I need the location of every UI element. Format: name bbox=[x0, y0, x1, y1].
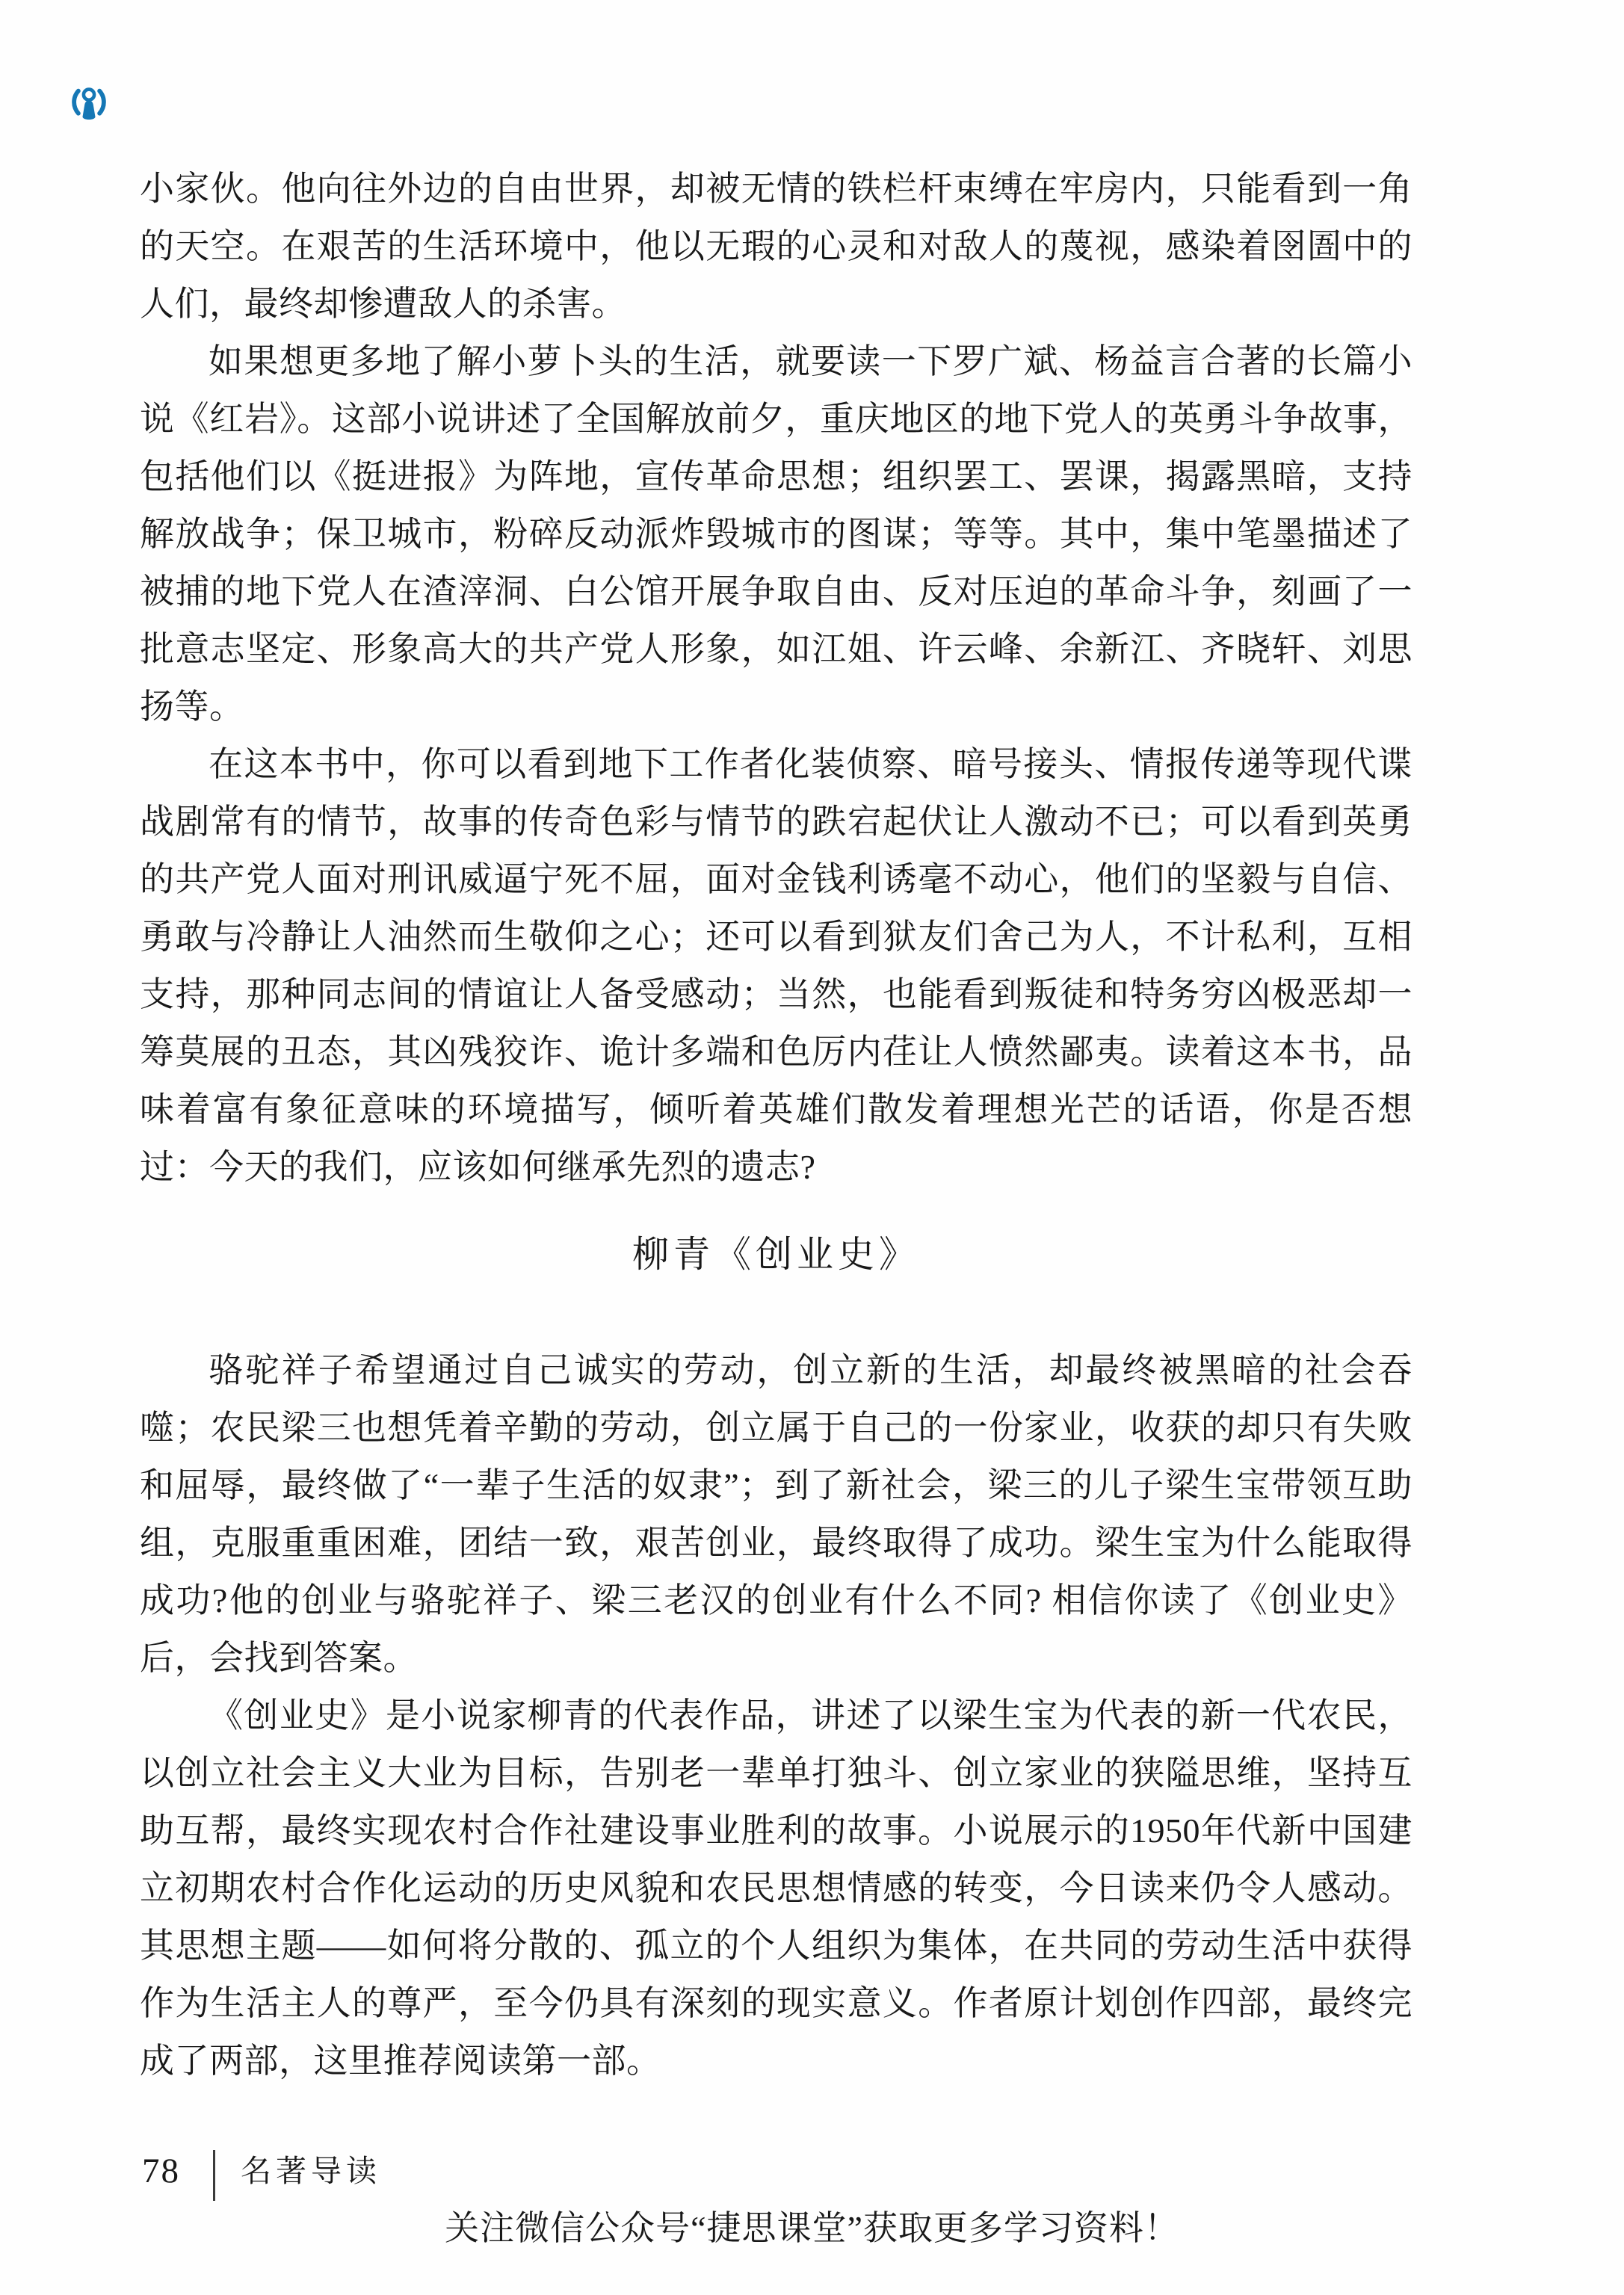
section-label: 名著导读 bbox=[241, 2154, 381, 2188]
paragraph: 骆驼祥子希望通过自己诚实的劳动，创立新的生活，却最终被黑暗的社会吞噬；农民梁三也想凭着辛勤的劳动，创立属于自己的一份家业，收获的却只有失败和屈辱，最终做了“一辈子生活的奴隶”；到了新社会，梁三的儿子梁生宝带领互助组，克服重重困难，团结一致，艰苦创业，最终取得了成功。梁生宝为什么能取得成功?他的创业与骆驼祥子、梁三老汉的创业有什么不同? 相信你读了《创业史》后，会找到答案。 bbox=[140, 1351, 1412, 1677]
wechat-official-account-icon bbox=[70, 84, 108, 126]
paragraph-continuation: 小家伙。他向往外边的自由世界，却被无情的铁栏杆束缚在牢房内，只能看到一角的天空。在艰苦的生活环境中，他以无瑕的心灵和对敌人的蔑视，感染着囹圄中的人们，最终却惨遭敌人的杀害。 bbox=[140, 170, 1412, 323]
main-text-column bbox=[140, 160, 1412, 2089]
paragraph: 《创业史》是小说家柳青的代表作品，讲述了以梁生宝为代表的新一代农民，以创立社会主义大业为目标，告别老一辈单打独斗、创立家业的狭隘思维，坚持互助互帮，最终实现农村合作社建设事业胜利的故事。小说展示的1950年代新中国建立初期农村合作化运动的历史风貌和农民思想情感的转变，今日读来仍令人感动。其思想主题——如何将分散的、孤立的个人组织为集体，在共同的劳动生活中获得作为生活主人的尊严，至今仍具有深刻的现实意义。作者原计划创作四部，最终完成了两部，这里推荐阅读第一部。 bbox=[140, 1696, 1412, 2080]
page-number: 78 bbox=[142, 2152, 180, 2190]
paragraph: 在这本书中，你可以看到地下工作者化装侦察、暗号接头、情报传递等现代谍战剧常有的情节，故事的传奇色彩与情节的跌宕起伏让人激动不已；可以看到英勇的共产党人面对刑讯威逼宁死不屈，面对金钱利诱毫不动心，他们的坚毅与自信、勇敢与冷静让人油然而生敬仰之心；还可以看到狱友们舍己为人，不计私利，互相支持，那种同志间的情谊让人备受感动；当然，也能看到叛徒和特务穷凶极恶却一筹莫展的丑态，其凶残狡诈、诡计多端和色厉内荏让人愤然鄙夷。读着这本书，品味着富有象征意味的环境描写，倾听着英雄们散发着理想光芒的话语，你是否想过：今天的我们，应该如何继承先烈的遗志? bbox=[140, 745, 1412, 1186]
watermark-text: 关注微信公众号“捷思课堂”获取更多学习资料！ bbox=[445, 2209, 1179, 2247]
page-footer bbox=[142, 2145, 381, 2197]
footer-divider bbox=[213, 2150, 215, 2201]
section-heading: 柳青《创业史》 bbox=[632, 1234, 920, 1275]
paragraph: 如果想更多地了解小萝卜头的生活，就要读一下罗广斌、杨益言合著的长篇小说《红岩》。这部小说讲述了全国解放前夕，重庆地区的地下党人的英勇斗争故事，包括他们以《挺进报》为阵地，宣传革命思想；组织罢工、罢课，揭露黑暗，支持解放战争；保卫城市，粉碎反动派炸毁城市的图谋；等等。其中，集中笔墨描述了被捕的地下党人在渣滓洞、白公馆开展争取自由、反对压迫的革命斗争，刻画了一批意志坚定、形象高大的共产党人形象，如江姐、许云峰、余新江、齐晓轩、刘思扬等。 bbox=[140, 342, 1412, 726]
